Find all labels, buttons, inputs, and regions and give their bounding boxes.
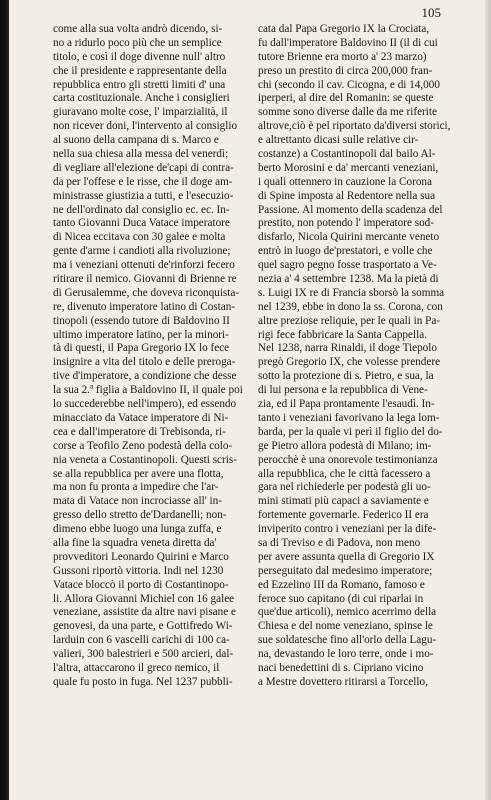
text-line: fu dall'imperatore Baldovino II (il di cui [258,36,438,49]
text-line: zia, ed il Papa prontamente l'esaudì. In- [258,398,435,411]
text-line: tinopoli (essendo tutore di Baldovino II [53,314,230,327]
text-line: quel sagro pegno fosse trasportato a Ve- [258,259,437,272]
text-line: altre preziose reliquie, per le quali in Pa- [258,314,441,327]
text-line: perseguitato dal medesimo imperatore; [258,564,433,577]
text-line: ma non fu pronta a impedire che l'ar- [53,481,219,494]
text-line: titolo, e così il doge divenne null' altro [53,50,226,63]
text-line: alla repubblica, che le città facessero a [258,467,431,480]
text-line: di Spine imposta al Redentore nella sua [258,189,436,202]
text-line: per avere assunta quella di Gregorio IX [258,550,435,563]
text-line: non ricever doni, l'intervento al consiglio [53,120,238,133]
text-line: quale fu posto in fuga. Nel 1237 pubbli- [53,675,233,688]
text-line: al suono della campana di s. Marco e [53,134,219,147]
text-line: Nel 1238, narra Rinaldi, il doge Tiepolo [258,342,437,355]
text-line: veneziane, assistite da altre navi pisane e [53,606,236,619]
text-line: iperperi, al dire del Romanin: se queste [258,92,434,105]
text-line: inviperito contro i veneziani per la dife- [258,523,437,536]
text-line: sa di Treviso e di Padova, non meno [258,536,421,549]
text-line: minacciato da Vatace imperatore di Ni- [53,411,229,424]
text-line: e altrettanto dicasi sulle relative cir- [258,134,419,147]
text-line: ritirare il nemico. Giovanni di Brienne re [53,273,237,286]
text-line: alla fine la squadra veneta diretta da' [53,536,217,549]
text-line: gente d'arme i candioti alla rivoluzione; [53,245,231,258]
text-line: costanze) a Costantinopoli dal bailo Al- [258,148,436,161]
page-binding-shadow [0,0,9,800]
text-line: i quali ottennero in cauzione la Corona [258,175,432,188]
text-line: dimeno ebbe luogo una lunga zuffa, e [53,523,222,536]
text-line: Chiesa e del nome veneziano, spinse le [258,620,433,633]
text-line: Vatace bloccò il porto di Costantinopo- [53,578,229,591]
text-line: feroce suo capitano (di cui riparlai in [258,592,424,605]
text-line: da per l'offese e le risse, che il doge am- [53,175,233,188]
text-line: na, devastando le loro terre, onde i mo- [258,648,434,661]
text-line: prestito, non potendo l' imperatore sod- [258,217,435,230]
text-line: mini stimati più capaci a saviamente e [258,495,429,508]
text-line: ed Ezzelino III da Romano, famoso e [258,578,425,591]
page-edge [485,0,491,800]
text-line: preso un prestito di circa 200,000 fran- [258,64,433,77]
text-line: lo succederebbe nell'impero), ed essendo [53,398,237,411]
text-line: nia veneta a Costantinopoli. Questi scris- [53,453,237,466]
text-line: naci benedettini di s. Cipriano vicino [258,661,424,674]
text-line: tanto Giovanni Duca Vatace imperatore [53,217,230,230]
text-line: genovesi, da una parte, e Gottifredo Wi- [53,620,233,633]
text-line: a Mestre dovettero ritirarsi a Torcello, [258,675,428,688]
text-line: ge Pietro allora podestà di Milano; im- [258,439,432,452]
text-line: provveditori Leonardo Quirini e Marco [53,550,229,563]
text-line: pregò Gregorio IX, che volesse prendere [258,356,441,369]
text-line: nezia a' 4 settembre 1238. Ma la pietà di [258,273,439,286]
text-line: que'due articoli), nemico acerrimo della [258,606,437,619]
text-line: sue soldatesche fino all'orlo della Lagu- [258,634,437,647]
text-line: di lui persona e la repubblica di Vene- [258,384,428,397]
text-line: Passione. Al momento della scadenza del [258,203,443,216]
text-line: chi (secondo il cav. Cicogna, e di 14,000 [258,78,440,91]
text-line: se alla repubblica per avere una flotta, [53,467,224,480]
text-line: carta costituzionale. Anche i consiglieri [53,92,230,105]
text-line: ma i veneziani ottenuti de'rinforzi fecero [53,259,235,272]
text-line: valieri, 300 balestrieri e 500 arcieri, dal- [53,648,234,661]
text-line: giuravano molte cose, l' imparzialità, il [53,106,228,119]
text-line: tutore Brienne era morto a' 23 marzo) [258,50,427,63]
text-line: tà di questi, il Papa Gregorio IX lo fece [53,342,230,355]
text-line: corse a Teofilo Zeno podestà della colo- [53,439,233,452]
text-line: tanto i veneziani favorivano la lega lom- [258,411,440,424]
text-line: la sua 2.ª figlia a Baldovino II, il quale poi [53,384,243,397]
text-line: sotto la protezione di s. Pietro, e sua, la [258,370,434,383]
page-number: 105 [421,5,441,20]
text-line: Gussoni riportò vittoria. Indi nel 1230 [53,564,224,577]
text-line: di vegliare all'elezione de'capi di contra- [53,161,234,174]
text-line: nel 1239, ebbe in dono la ss. Corona, con [258,300,443,313]
text-line: somme sono diverse dalle da me riferite [258,106,437,119]
text-line: mata di Vatace non incrociasse all' in- [53,495,222,508]
text-line: fortemente governarle. Federico II era [258,509,429,522]
text-line: l'altra, attaccarono il greco nemico, il [53,661,220,674]
text-line: s. Luigi IX re di Francia sborsò la somma [258,286,445,299]
text-line: insignire a vita del titolo e delle preroga- [53,356,236,369]
text-line: di Gerusalemme, che doveva riconquista- [53,286,240,299]
text-line: ultimo imperatore latino, per la minori- [53,328,229,341]
text-line: ministrasse giustizia a tutti, e l'esecuzio- [53,189,234,202]
text-line: cea e dall'imperatore di Trebisonda, ri- [53,425,226,438]
text-line: ne dell'ordinato dal consiglio ec. ec. In- [53,203,230,216]
text-line: altrove,ciò è pel riportato da'diversi storici, [258,120,451,133]
text-line: gresso dello stretto de'Dardanelli; non- [53,509,227,522]
text-line: re, divenuto imperatore latino di Costan- [53,300,236,313]
text-line: barda, per la quale vi perì il figlio del do- [258,425,443,438]
text-line: larduin con 6 vascelli carichi di 100 ca- [53,634,230,647]
text-line: perocchè è una onorevole testimonianza [258,453,438,466]
text-column-right [258,23,470,690]
text-line: che il presidente e rappresentante della [53,64,227,77]
text-line: disfarlo, Nicola Quirini mercante veneto [258,231,440,244]
text-line: li. Allora Giovanni Michiel con 16 galee [53,592,235,605]
text-line: nella sua chiesa alla messa del venerdì; [53,148,229,161]
text-line: entrò in luogo de'prestatori, e volle che [258,245,433,258]
text-line: tive d'imperatore, a condizione che desse [53,370,237,383]
text-column-left [53,23,265,690]
text-line: berto Morosini e da' mercanti veneziani, [258,161,439,174]
text-line: repubblica entro gli stretti limiti d' una [53,78,226,91]
text-line: no a ridurlo poco più che un semplice [53,36,222,49]
text-line: rigi fece fabbricare la Santa Cappella. [258,328,427,341]
text-line: di Nicea eccitava con 30 galee e molta [53,231,226,244]
text-line: gara nel richiederle per podestà gli uo- [258,481,431,494]
text-line: come alla sua volta andrò dicendo, si- [53,23,223,35]
text-line: cata dal Papa Gregorio IX la Crociata, [258,23,430,35]
